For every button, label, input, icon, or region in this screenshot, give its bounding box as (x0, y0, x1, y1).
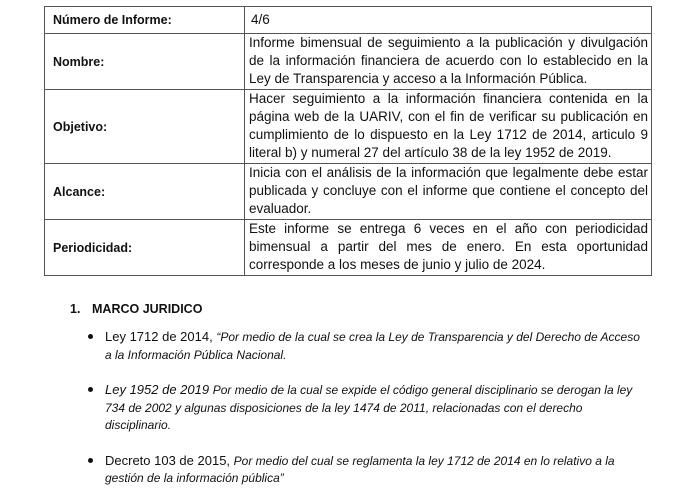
table-row (45, 34, 652, 90)
section-heading (70, 302, 202, 316)
list-item-lead: Decreto 103 de 2015, (105, 452, 234, 468)
bullet-icon (88, 334, 93, 339)
list-item-text: “Por medio de la cual se crea la Ley de Transparencia y del Derecho de Acceso a la Información Pública Nacional. (105, 330, 640, 362)
list-item (88, 381, 644, 435)
list-item-text: Por medio del cual se reglamenta la ley 1712 de 2014 en lo relativo a la gestión de la información pública” (105, 453, 615, 485)
row-label-nombre: Nombre: (45, 34, 245, 90)
table-row (45, 220, 652, 276)
bullet-icon (88, 458, 93, 463)
list-item-text: Por medio de la cual se expide el código general disciplinario se derogan la ley 734 de 2002 y algunas disposiciones de la ley 1474 de 2011, relacionadas con el derecho disciplinario. (105, 383, 633, 432)
row-value-objetivo: Hacer seguimiento a la información financiera contenida en la página web de la UARIV, con el fin de verificar su publicación en cumplimiento de lo dispuesto en la Ley 1712 de 2014, articulo 9 literal b) y numeral 27 del artículo 38 de la ley 1952 de 2019. (245, 90, 652, 164)
section-title: MARCO JURIDICO (92, 302, 203, 316)
row-value-alcance: Inicia con el análisis de la información que legalmente debe estar publicada y concluye con el informe que contiene el concepto del evaluador. (245, 164, 652, 220)
list-item (88, 328, 644, 364)
row-label-alcance: Alcance: (45, 164, 245, 220)
list-item-lead: Ley 1952 de 2019 (105, 382, 213, 397)
legal-framework-list (88, 328, 644, 488)
row-label-objetivo: Objetivo: (45, 90, 245, 164)
table-row (45, 164, 652, 220)
list-item (88, 452, 644, 488)
row-value-nombre: Informe bimensual de seguimiento a la publicación y divulgación de la información financiera de acuerdo con lo establecido en la Ley de Transparencia y acceso a la Información Pública. (245, 34, 652, 90)
bullet-icon (88, 387, 93, 392)
report-info-table (44, 6, 652, 276)
row-label-periodicidad: Periodicidad: (45, 220, 245, 276)
section-number: 1. (70, 302, 81, 316)
list-item-lead: Ley 1712 de 2014, (105, 329, 217, 344)
table-row (45, 7, 652, 34)
row-value-numero: 4/6 (245, 7, 652, 34)
row-label-numero: Número de Informe: (45, 7, 245, 34)
row-value-periodicidad: Este informe se entrega 6 veces en el año con periodicidad bimensual a partir del mes de enero. En esta oportunidad corresponde a los meses de junio y julio de 2024. (245, 220, 652, 276)
table-row (45, 90, 652, 164)
